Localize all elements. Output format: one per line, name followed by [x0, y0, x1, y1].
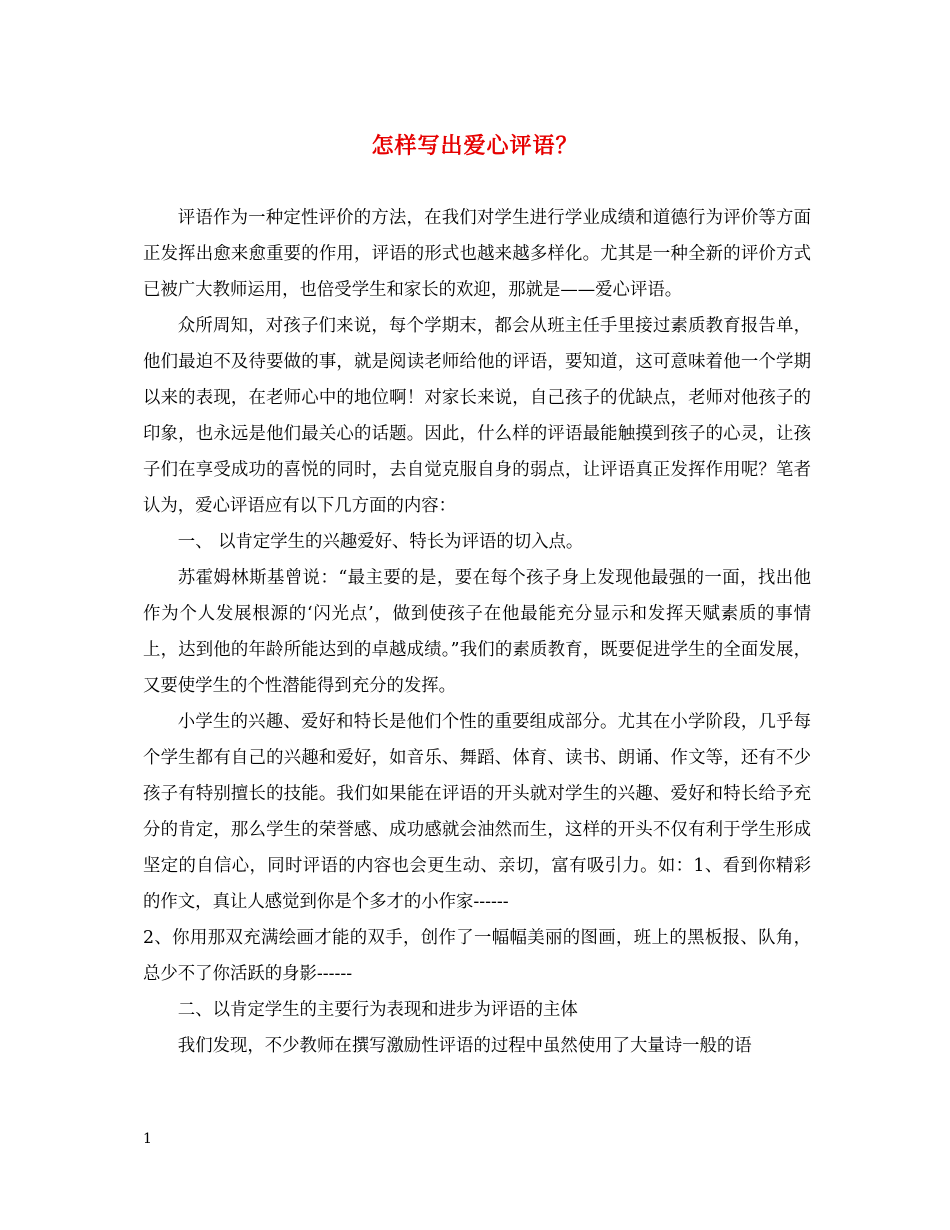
paragraph-interests: 小学生的兴趣、爱好和特长是他们个性的重要组成部分。尤其在小学阶段，几乎每个学生都有自己的兴趣和爱好，如音乐、舞蹈、体育、读书、朗诵、作文等，还有不少孩子有特别擅长的技能。我们如果能在评语的开头就对学生的兴趣、爱好和特长给予充分的肯定，那么学生的荣誉感、成功感就会油然而生，这样的开头不仅有利于学生形成坚定的自信心，同时评语的内容也会更生动、亲切，富有吸引力。如：1、看到你精彩的作文，真让人感觉到你是个多才的小作家------ [143, 712, 811, 912]
paragraph-context: 众所周知，对孩子们来说，每个学期末，都会从班主任手里接过素质教育报告单，他们最迫不及待要做的事，就是阅读老师给他的评语，要知道，这可意味着他一个学期以来的表现，在老师心中的地位啊！对家长来说，自己孩子的优缺点，老师对他孩子的印象，也永远是他们最关心的话题。因此，什么样的评语最能触摸到孩子的心灵，让孩子们在享受成功的喜悦的同时，去自觉克服自身的弱点，让评语真正发挥作用呢？笔者认为，爱心评语应有以下几方面的内容： [143, 316, 811, 516]
paragraph-behavior: 我们发现，不少教师在撰写激励性评语的过程中虽然使用了大量诗一般的语 [177, 1036, 752, 1056]
paragraph-quote: 苏霍姆林斯基曾说：“最主要的是，要在每个孩子身上发现他最强的一面，找出他作为个人发展根源的‘闪光点’，做到使孩子在他最能充分显示和发挥天赋素质的事情上，达到他的年龄所能达到的卓越成绩。”我们的素质教育，既要促进学生的全面发展，又要使学生的个性潜能得到充分的发挥。 [143, 568, 811, 696]
section-heading-2: 二、以肯定学生的主要行为表现和进步为评语的主体 [177, 1000, 578, 1020]
document-title: 怎样写出爱心评语？ [371, 133, 579, 159]
paragraph-intro: 评语作为一种定性评价的方法，在我们对学生进行学业成绩和道德行为评价等方面正发挥出愈来愈重要的作用，评语的形式也越来越多样化。尤其是一种全新的评价方式已被广大教师运用，也倍受学生和家长的欢迎，那就是——爱心评语。 [143, 208, 811, 300]
example-line-2: 2、你用那双充满绘画才能的双手，创作了一幅幅美丽的图画，班上的黑板报、队角，总少不了你活跃的身影------ [143, 928, 811, 984]
section-heading-1: 一、 以肯定学生的兴趣爱好、特长为评语的切入点。 [177, 532, 584, 552]
document-body [143, 200, 811, 1064]
page-number: 1 [143, 1131, 152, 1147]
